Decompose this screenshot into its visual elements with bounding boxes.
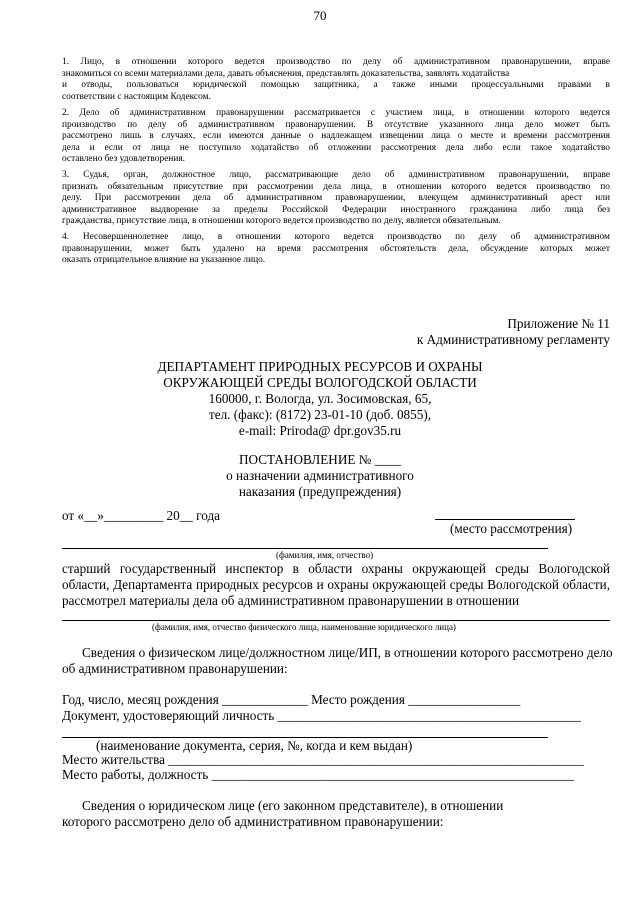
rules-line: рассмотрено лишь в случаях, если имеются данные о надлежащем извещении лица о месте и времени рассмотрения [62, 131, 610, 141]
inspector-text-line2: области, Департамента природных ресурсов и охраны окружающей среды Вологодской области, [62, 577, 610, 592]
department-address: 160000, г. Вологда, ул. Зосимовская, 65, [208, 391, 432, 406]
rules-line: производство по делу об административном правонарушении. В отсутствие указанного лица дело может быть [62, 120, 610, 130]
legal-info-line1: Сведения о юридическом лице (его законном представителе), в отношении [82, 798, 504, 813]
appendix-reference: к Административному регламенту [416, 332, 610, 347]
decree-subtitle-line1: о назначении административного [226, 468, 414, 483]
rules-line: соответствии с настоящим Кодексом. [62, 92, 211, 102]
phys-info-line2: об административном правонарушении: [62, 661, 288, 676]
decree-date: от «__»_________ 20__ года [62, 508, 221, 523]
rules-line: дела и если от лица не поступило ходатайство об отложении рассмотрения дела либо если такое ходатайство [62, 143, 610, 153]
place-underline [435, 519, 575, 520]
rules-line: 4. Несовершеннолетнее лицо, в отношении которого ведется производство по делу об административном [62, 232, 610, 242]
doc-caption: (наименование документа, серия, №, когда и кем выдан) [96, 738, 413, 753]
rules-line: гражданства, присутствие лица, в отношении которого ведется производство по делу, является обязательным. [62, 216, 501, 226]
residence-field: Место жительства _______________________________________________________________ [62, 752, 584, 767]
rules-line: правонарушении, может быть удалено на время рассмотрения обстоятельств дела, обсуждение которых может [62, 244, 610, 254]
page-number: 70 [313, 8, 327, 23]
phys-info-line1: Сведения о физическом лице/должностном лице/ИП, в отношении которого рассмотрено дело [82, 645, 613, 660]
appendix-number: Приложение № 11 [507, 316, 610, 331]
id-document-field: Документ, удостоверяющий личность ______________________________________________ [62, 708, 581, 723]
department-name-line1: ДЕПАРТАМЕНТ ПРИРОДНЫХ РЕСУРСОВ И ОХРАНЫ [157, 359, 483, 374]
person-underline [62, 620, 610, 621]
fio-caption: (фамилия, имя, отчество) [276, 550, 374, 560]
decree-subtitle-line2: наказания (предупреждения) [238, 484, 402, 499]
rules-line: 1. Лицо, в отношении которого ведется производство по делу об административном правонарушении, вправе [62, 57, 610, 67]
workplace-field: Место работы, должность _______________________________________________________ [62, 767, 575, 782]
rules-line: знакомиться со всеми материалами дела, давать объяснения, представлять доказательства, заявлять ходатайства [62, 69, 510, 79]
fio-underline [62, 548, 548, 549]
department-email: e-mail: Priroda@ dpr.gov35.ru [238, 423, 402, 438]
department-phone: тел. (факс): (8172) 23-01-10 (доб. 0855), [208, 407, 432, 422]
rules-line: 3. Судья, орган, должностное лицо, рассматривающие дело об административном правонарушении, вправе [62, 170, 610, 180]
decree-title: ПОСТАНОВЛЕНИЕ № ____ [239, 452, 401, 467]
rules-line: делу. При рассмотрении дела об административном правонарушении, влекущем административный арест или [62, 193, 610, 203]
birth-date-field: Год, число, месяц рождения _____________ Место рождения _________________ [62, 692, 521, 707]
place-caption: (место рассмотрения) [450, 521, 573, 536]
rules-line: оказать отрицательное влияние на указанное лицо. [62, 255, 266, 265]
rules-line: 2. Дело об административном правонарушении рассматривается с участием лица, в отношении которого ведется [62, 108, 610, 118]
legal-info-line2: которого рассмотрено дело об административном правонарушении: [62, 814, 444, 829]
department-name-line2: ОКРУЖАЮЩЕЙ СРЕДЫ ВОЛОГОДСКОЙ ОБЛАСТИ [163, 375, 477, 390]
person-caption: (фамилия, имя, отчество физического лица, наименование юридического лица) [152, 622, 456, 632]
rules-line: оставлено без удовлетворения. [62, 154, 185, 164]
inspector-text-line3: рассмотрел материалы дела об административном правонарушении в отношении [62, 593, 520, 608]
inspector-text-line1: старший государственный инспектор в области охраны окружающей среды Вологодской [62, 561, 610, 576]
rules-line: административное выдворение за пределы Российской Федерации иностранного гражданина либо лица без [62, 205, 610, 215]
rules-line: признать обязательным присутствие при рассмотрении дела лица, в отношении которого ведется производство по [62, 182, 610, 192]
rules-line: и отводы, пользоваться юридической помощью защитника, а также иными процессуальными правами в [62, 80, 610, 90]
